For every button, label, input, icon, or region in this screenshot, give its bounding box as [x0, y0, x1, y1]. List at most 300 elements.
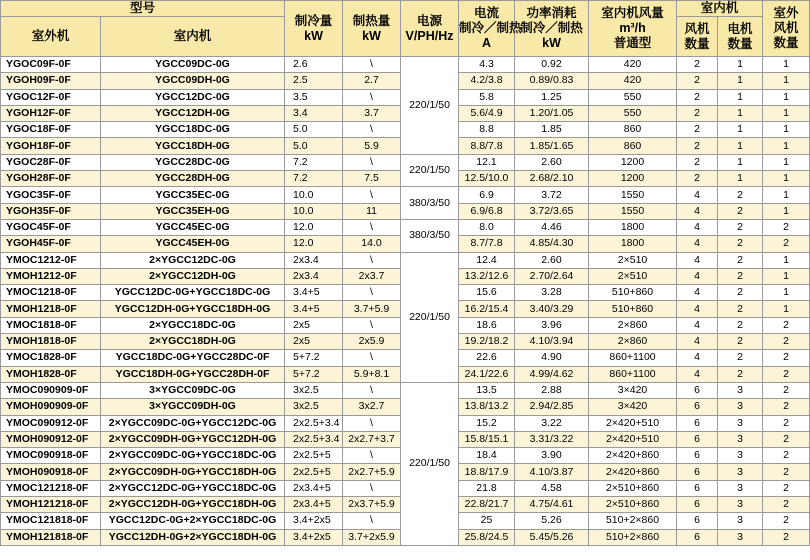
cell-current: 25.8/24.5: [459, 529, 515, 545]
cell-motor-count: 2: [718, 252, 763, 268]
cell-heating: \: [343, 89, 401, 105]
cell-cooling: 5+7.2: [285, 350, 343, 366]
cell-cooling: 3.4+2x5: [285, 529, 343, 545]
cell-heating: \: [343, 415, 401, 431]
cell-fan-count: 4: [677, 285, 718, 301]
cell-indoor-model: YGCC28DC-0G: [101, 154, 285, 170]
cell-fan-count: 6: [677, 529, 718, 545]
cell-outdoor-model: YGOH28F-0F: [1, 171, 101, 187]
cell-heating: 2x3.7+5.9: [343, 497, 401, 513]
cell-motor-count: 2: [718, 301, 763, 317]
cell-airflow: 550: [589, 105, 677, 121]
cell-outdoor-fan: 2: [763, 529, 810, 545]
cell-fan-count: 6: [677, 464, 718, 480]
cell-heating: \: [343, 317, 401, 333]
cell-indoor-model: YGCC18DH-0G+YGCC28DH-0F: [101, 366, 285, 382]
cell-current: 8.8/7.8: [459, 138, 515, 154]
cell-current: 24.1/22.6: [459, 366, 515, 382]
cell-consumption: 0.92: [515, 57, 589, 73]
cell-motor-count: 2: [718, 366, 763, 382]
cell-heating: 2x2.7+3.7: [343, 431, 401, 447]
table-row: [1, 219, 810, 235]
cell-consumption: 2.60: [515, 154, 589, 170]
header-indoor: 室内机: [101, 17, 285, 57]
cell-motor-count: 3: [718, 415, 763, 431]
header-airflow: 室内机风量 m³/h 普通型: [589, 1, 677, 57]
cell-power-supply: 220/1/50: [401, 382, 459, 545]
cell-consumption: 0.89/0.83: [515, 73, 589, 89]
cell-consumption: 4.10/3.87: [515, 464, 589, 480]
cell-outdoor-model: YMOH1828-0F: [1, 366, 101, 382]
cell-consumption: 1.20/1.05: [515, 105, 589, 121]
cell-fan-count: 4: [677, 301, 718, 317]
cell-airflow: 3×420: [589, 382, 677, 398]
cell-heating: 5.9+8.1: [343, 366, 401, 382]
cell-outdoor-fan: 2: [763, 415, 810, 431]
cell-fan-count: 4: [677, 334, 718, 350]
cell-fan-count: 4: [677, 268, 718, 284]
cell-outdoor-model: YGOH35F-0F: [1, 203, 101, 219]
cell-consumption: 3.28: [515, 285, 589, 301]
cell-heating: \: [343, 122, 401, 138]
cell-cooling: 2x2.5+5: [285, 464, 343, 480]
cell-current: 13.2/12.6: [459, 268, 515, 284]
cell-outdoor-fan: 1: [763, 171, 810, 187]
cell-cooling: 2x3.4+5: [285, 480, 343, 496]
cell-heating: \: [343, 350, 401, 366]
cell-heating: \: [343, 448, 401, 464]
cell-outdoor-fan: 1: [763, 268, 810, 284]
cell-outdoor-model: YMOC1818-0F: [1, 317, 101, 333]
cell-indoor-model: YGCC12DH-0G+2×YGCC18DH-0G: [101, 529, 285, 545]
cell-heating: 3.7+2x5.9: [343, 529, 401, 545]
cell-consumption: 4.58: [515, 480, 589, 496]
cell-indoor-model: 2×YGCC18DH-0G: [101, 334, 285, 350]
cell-airflow: 2×420+510: [589, 415, 677, 431]
cell-airflow: 2×860: [589, 317, 677, 333]
cell-outdoor-fan: 1: [763, 301, 810, 317]
cell-consumption: 1.85: [515, 122, 589, 138]
cell-indoor-model: YGCC35EH-0G: [101, 203, 285, 219]
cell-outdoor-model: YGOC18F-0F: [1, 122, 101, 138]
cell-fan-count: 2: [677, 89, 718, 105]
cell-cooling: 3x2.5: [285, 399, 343, 415]
cell-consumption: 2.94/2.85: [515, 399, 589, 415]
cell-consumption: 4.90: [515, 350, 589, 366]
cell-indoor-model: 2×YGCC12DC-0G+YGCC18DC-0G: [101, 480, 285, 496]
cell-consumption: 2.68/2.10: [515, 171, 589, 187]
cell-indoor-model: 2×YGCC09DC-0G+YGCC18DC-0G: [101, 448, 285, 464]
cell-motor-count: 2: [718, 268, 763, 284]
cell-outdoor-fan: 1: [763, 57, 810, 73]
cell-heating: \: [343, 57, 401, 73]
cell-motor-count: 1: [718, 171, 763, 187]
cell-motor-count: 1: [718, 105, 763, 121]
cell-motor-count: 2: [718, 285, 763, 301]
cell-current: 6.9: [459, 187, 515, 203]
cell-cooling: 5+7.2: [285, 366, 343, 382]
cell-outdoor-model: YMOC090918-0F: [1, 448, 101, 464]
cell-fan-count: 2: [677, 57, 718, 73]
cell-consumption: 2.88: [515, 382, 589, 398]
cell-cooling: 12.0: [285, 236, 343, 252]
cell-airflow: 550: [589, 89, 677, 105]
cell-power-supply: 380/3/50: [401, 187, 459, 220]
cell-airflow: 1800: [589, 219, 677, 235]
cell-airflow: 510+860: [589, 301, 677, 317]
cell-outdoor-model: YGOH09F-0F: [1, 73, 101, 89]
header-heating: 制热量 kW: [343, 1, 401, 57]
cell-fan-count: 4: [677, 350, 718, 366]
cell-cooling: 3.4: [285, 105, 343, 121]
cell-indoor-model: YGCC35EC-0G: [101, 187, 285, 203]
cell-heating: 2x2.7+5.9: [343, 464, 401, 480]
cell-outdoor-model: YMOH090918-0F: [1, 464, 101, 480]
cell-airflow: 510+2×860: [589, 513, 677, 529]
header-outdoor-fan: 室外 风机 数量: [763, 1, 810, 57]
cell-motor-count: 2: [718, 187, 763, 203]
cell-outdoor-model: YMOC090909-0F: [1, 382, 101, 398]
header-model: 型号: [1, 1, 285, 17]
cell-airflow: 1800: [589, 236, 677, 252]
cell-outdoor-model: YGOC09F-0F: [1, 57, 101, 73]
cell-outdoor-fan: 1: [763, 89, 810, 105]
cell-fan-count: 4: [677, 317, 718, 333]
cell-airflow: 2×420+860: [589, 464, 677, 480]
cell-outdoor-model: YGOH18F-0F: [1, 138, 101, 154]
cell-indoor-model: YGCC18DC-0G+YGCC28DC-0F: [101, 350, 285, 366]
cell-outdoor-fan: 1: [763, 154, 810, 170]
cell-fan-count: 2: [677, 105, 718, 121]
cell-current: 5.8: [459, 89, 515, 105]
cell-outdoor-fan: 2: [763, 464, 810, 480]
cell-outdoor-model: YMOH1218-0F: [1, 301, 101, 317]
cell-outdoor-model: YMOC1828-0F: [1, 350, 101, 366]
cell-outdoor-model: YMOC121818-0F: [1, 513, 101, 529]
cell-outdoor-model: YMOH121818-0F: [1, 529, 101, 545]
cell-indoor-model: 2×YGCC12DC-0G: [101, 252, 285, 268]
cell-heating: 2x5.9: [343, 334, 401, 350]
cell-outdoor-model: YGOC35F-0F: [1, 187, 101, 203]
cell-motor-count: 3: [718, 448, 763, 464]
cell-current: 8.7/7.8: [459, 236, 515, 252]
cell-outdoor-model: YMOH1818-0F: [1, 334, 101, 350]
cell-outdoor-fan: 1: [763, 285, 810, 301]
cell-cooling: 3.4+2x5: [285, 513, 343, 529]
cell-airflow: 420: [589, 73, 677, 89]
cell-consumption: 3.22: [515, 415, 589, 431]
cell-fan-count: 4: [677, 187, 718, 203]
cell-current: 18.4: [459, 448, 515, 464]
table-header: [1, 1, 810, 57]
cell-consumption: 3.40/3.29: [515, 301, 589, 317]
cell-motor-count: 1: [718, 89, 763, 105]
cell-cooling: 2.5: [285, 73, 343, 89]
cell-cooling: 2x5: [285, 334, 343, 350]
cell-indoor-model: YGCC45EC-0G: [101, 219, 285, 235]
cell-outdoor-fan: 2: [763, 317, 810, 333]
cell-current: 21.8: [459, 480, 515, 496]
cell-outdoor-fan: 2: [763, 448, 810, 464]
cell-indoor-model: YGCC12DC-0G+YGCC18DC-0G: [101, 285, 285, 301]
cell-outdoor-fan: 2: [763, 382, 810, 398]
cell-outdoor-fan: 2: [763, 350, 810, 366]
cell-fan-count: 6: [677, 448, 718, 464]
cell-consumption: 3.72: [515, 187, 589, 203]
cell-current: 4.2/3.8: [459, 73, 515, 89]
cell-motor-count: 1: [718, 57, 763, 73]
cell-outdoor-model: YMOC121218-0F: [1, 480, 101, 496]
cell-indoor-model: 2×YGCC12DH-0G: [101, 268, 285, 284]
cell-airflow: 2×420+510: [589, 431, 677, 447]
cell-cooling: 2x3.4+5: [285, 497, 343, 513]
cell-heating: \: [343, 252, 401, 268]
cell-current: 13.8/13.2: [459, 399, 515, 415]
cell-current: 25: [459, 513, 515, 529]
cell-consumption: 3.31/3.22: [515, 431, 589, 447]
cell-outdoor-fan: 1: [763, 138, 810, 154]
cell-motor-count: 1: [718, 122, 763, 138]
cell-consumption: 4.46: [515, 219, 589, 235]
cell-current: 22.8/21.7: [459, 497, 515, 513]
cell-fan-count: 2: [677, 138, 718, 154]
cell-fan-count: 4: [677, 252, 718, 268]
cell-current: 22.6: [459, 350, 515, 366]
cell-current: 8.8: [459, 122, 515, 138]
cell-fan-count: 4: [677, 236, 718, 252]
cell-current: 8.0: [459, 219, 515, 235]
cell-outdoor-model: YGOH12F-0F: [1, 105, 101, 121]
cell-motor-count: 3: [718, 480, 763, 496]
cell-current: 16.2/15.4: [459, 301, 515, 317]
cell-outdoor-model: YGOC45F-0F: [1, 219, 101, 235]
cell-airflow: 510+2×860: [589, 529, 677, 545]
cell-cooling: 2x5: [285, 317, 343, 333]
cell-airflow: 2×510+860: [589, 480, 677, 496]
header-fan-count: 风机 数量: [677, 17, 718, 57]
cell-indoor-model: 2×YGCC09DH-0G+YGCC12DH-0G: [101, 431, 285, 447]
cell-consumption: 5.45/5.26: [515, 529, 589, 545]
cell-outdoor-model: YMOH1212-0F: [1, 268, 101, 284]
cell-heating: \: [343, 382, 401, 398]
cell-current: 15.6: [459, 285, 515, 301]
cell-heating: \: [343, 219, 401, 235]
cell-outdoor-model: YMOC090912-0F: [1, 415, 101, 431]
cell-heating: \: [343, 187, 401, 203]
cell-motor-count: 3: [718, 399, 763, 415]
cell-cooling: 7.2: [285, 154, 343, 170]
cell-power-supply: 220/1/50: [401, 154, 459, 187]
cell-indoor-model: 2×YGCC09DH-0G+YGCC18DH-0G: [101, 464, 285, 480]
header-current: 电流 制冷／制热 A: [459, 1, 515, 57]
cell-current: 15.2: [459, 415, 515, 431]
cell-motor-count: 3: [718, 497, 763, 513]
cell-consumption: 1.25: [515, 89, 589, 105]
cell-outdoor-model: YMOH121218-0F: [1, 497, 101, 513]
cell-current: 12.1: [459, 154, 515, 170]
cell-airflow: 2×510+860: [589, 497, 677, 513]
cell-fan-count: 4: [677, 219, 718, 235]
header-indoor-unit: 室内机: [677, 1, 763, 17]
cell-airflow: 860+1100: [589, 350, 677, 366]
cell-fan-count: 6: [677, 399, 718, 415]
cell-cooling: 2x2.5+5: [285, 448, 343, 464]
cell-outdoor-fan: 2: [763, 236, 810, 252]
cell-indoor-model: YGCC12DH-0G: [101, 105, 285, 121]
cell-cooling: 3.4+5: [285, 301, 343, 317]
cell-consumption: 4.99/4.62: [515, 366, 589, 382]
cell-motor-count: 3: [718, 529, 763, 545]
cell-current: 13.5: [459, 382, 515, 398]
cell-indoor-model: 2×YGCC12DH-0G+YGCC18DH-0G: [101, 497, 285, 513]
cell-heating: \: [343, 154, 401, 170]
header-cooling: 制冷量 kW: [285, 1, 343, 57]
cell-motor-count: 1: [718, 154, 763, 170]
cell-airflow: 1550: [589, 203, 677, 219]
cell-fan-count: 6: [677, 382, 718, 398]
cell-fan-count: 6: [677, 480, 718, 496]
cell-indoor-model: YGCC18DC-0G: [101, 122, 285, 138]
cell-heating: 2.7: [343, 73, 401, 89]
cell-power-supply: 380/3/50: [401, 219, 459, 252]
cell-consumption: 3.90: [515, 448, 589, 464]
cell-airflow: 2×510: [589, 268, 677, 284]
cell-outdoor-model: YGOH45F-0F: [1, 236, 101, 252]
cell-current: 18.6: [459, 317, 515, 333]
cell-airflow: 1200: [589, 171, 677, 187]
cell-power-supply: 220/1/50: [401, 57, 459, 155]
cell-cooling: 5.0: [285, 138, 343, 154]
cell-heating: 3.7+5.9: [343, 301, 401, 317]
cell-airflow: 860: [589, 138, 677, 154]
cell-fan-count: 4: [677, 366, 718, 382]
cell-current: 15.8/15.1: [459, 431, 515, 447]
cell-outdoor-fan: 2: [763, 334, 810, 350]
cell-outdoor-model: YGOC12F-0F: [1, 89, 101, 105]
cell-fan-count: 6: [677, 415, 718, 431]
cell-indoor-model: YGCC09DC-0G: [101, 57, 285, 73]
cell-consumption: 4.10/3.94: [515, 334, 589, 350]
cell-motor-count: 1: [718, 73, 763, 89]
cell-airflow: 2×510: [589, 252, 677, 268]
cell-outdoor-model: YMOH090909-0F: [1, 399, 101, 415]
cell-motor-count: 2: [718, 236, 763, 252]
cell-cooling: 2x3.4: [285, 252, 343, 268]
cell-outdoor-model: YMOH090912-0F: [1, 431, 101, 447]
cell-indoor-model: YGCC12DC-0G: [101, 89, 285, 105]
cell-heating: 2x3.7: [343, 268, 401, 284]
cell-cooling: 12.0: [285, 219, 343, 235]
table-row: [1, 154, 810, 170]
cell-heating: 7.5: [343, 171, 401, 187]
cell-consumption: 3.72/3.65: [515, 203, 589, 219]
cell-consumption: 2.70/2.64: [515, 268, 589, 284]
cell-fan-count: 6: [677, 497, 718, 513]
header-power: 电源 V/PH/Hz: [401, 1, 459, 57]
cell-airflow: 510+860: [589, 285, 677, 301]
cell-current: 19.2/18.2: [459, 334, 515, 350]
cell-fan-count: 6: [677, 513, 718, 529]
cell-outdoor-fan: 2: [763, 480, 810, 496]
cell-heating: \: [343, 513, 401, 529]
cell-heating: 3.7: [343, 105, 401, 121]
cell-airflow: 860+1100: [589, 366, 677, 382]
cell-cooling: 3.5: [285, 89, 343, 105]
cell-motor-count: 2: [718, 350, 763, 366]
cell-outdoor-fan: 1: [763, 187, 810, 203]
table-row: [1, 252, 810, 268]
cell-indoor-model: YGCC12DH-0G+YGCC18DH-0G: [101, 301, 285, 317]
header-motor-count: 电机 数量: [718, 17, 763, 57]
cell-outdoor-fan: 2: [763, 513, 810, 529]
cell-outdoor-model: YMOC1212-0F: [1, 252, 101, 268]
cell-indoor-model: YGCC12DC-0G+2×YGCC18DC-0G: [101, 513, 285, 529]
cell-fan-count: 6: [677, 431, 718, 447]
cell-outdoor-fan: 1: [763, 252, 810, 268]
cell-current: 18.8/17.9: [459, 464, 515, 480]
cell-indoor-model: 2×YGCC09DC-0G+YGCC12DC-0G: [101, 415, 285, 431]
cell-cooling: 2x3.4: [285, 268, 343, 284]
cell-motor-count: 3: [718, 464, 763, 480]
cell-indoor-model: 3×YGCC09DH-0G: [101, 399, 285, 415]
cell-fan-count: 4: [677, 203, 718, 219]
cell-motor-count: 3: [718, 382, 763, 398]
cell-cooling: 2.6: [285, 57, 343, 73]
cell-outdoor-model: YMOC1218-0F: [1, 285, 101, 301]
cell-motor-count: 2: [718, 334, 763, 350]
cell-heating: 5.9: [343, 138, 401, 154]
cell-current: 12.4: [459, 252, 515, 268]
cell-consumption: 1.85/1.65: [515, 138, 589, 154]
cell-current: 6.9/6.8: [459, 203, 515, 219]
cell-cooling: 3.4+5: [285, 285, 343, 301]
cell-outdoor-fan: 1: [763, 122, 810, 138]
cell-airflow: 420: [589, 57, 677, 73]
cell-outdoor-fan: 1: [763, 73, 810, 89]
cell-current: 4.3: [459, 57, 515, 73]
cell-motor-count: 2: [718, 219, 763, 235]
cell-airflow: 3×420: [589, 399, 677, 415]
cell-heating: 14.0: [343, 236, 401, 252]
cell-heating: \: [343, 285, 401, 301]
cell-cooling: 7.2: [285, 171, 343, 187]
cell-heating: \: [343, 480, 401, 496]
cell-fan-count: 2: [677, 171, 718, 187]
cell-fan-count: 2: [677, 154, 718, 170]
table-row: [1, 187, 810, 203]
cell-outdoor-fan: 2: [763, 219, 810, 235]
cell-motor-count: 3: [718, 431, 763, 447]
cell-cooling: 2x2.5+3.4: [285, 431, 343, 447]
cell-motor-count: 1: [718, 138, 763, 154]
cell-motor-count: 2: [718, 203, 763, 219]
cell-outdoor-fan: 1: [763, 105, 810, 121]
cell-airflow: 2×420+860: [589, 448, 677, 464]
cell-cooling: 10.0: [285, 187, 343, 203]
cell-airflow: 1550: [589, 187, 677, 203]
cell-motor-count: 2: [718, 317, 763, 333]
table-row: [1, 382, 810, 398]
table-row: [1, 57, 810, 73]
cell-consumption: 3.96: [515, 317, 589, 333]
cell-heating: 3x2.7: [343, 399, 401, 415]
cell-outdoor-fan: 2: [763, 431, 810, 447]
cell-cooling: 2x2.5+3.4: [285, 415, 343, 431]
header-outdoor: 室外机: [1, 17, 101, 57]
cell-outdoor-fan: 2: [763, 497, 810, 513]
cell-motor-count: 3: [718, 513, 763, 529]
cell-consumption: 4.75/4.61: [515, 497, 589, 513]
